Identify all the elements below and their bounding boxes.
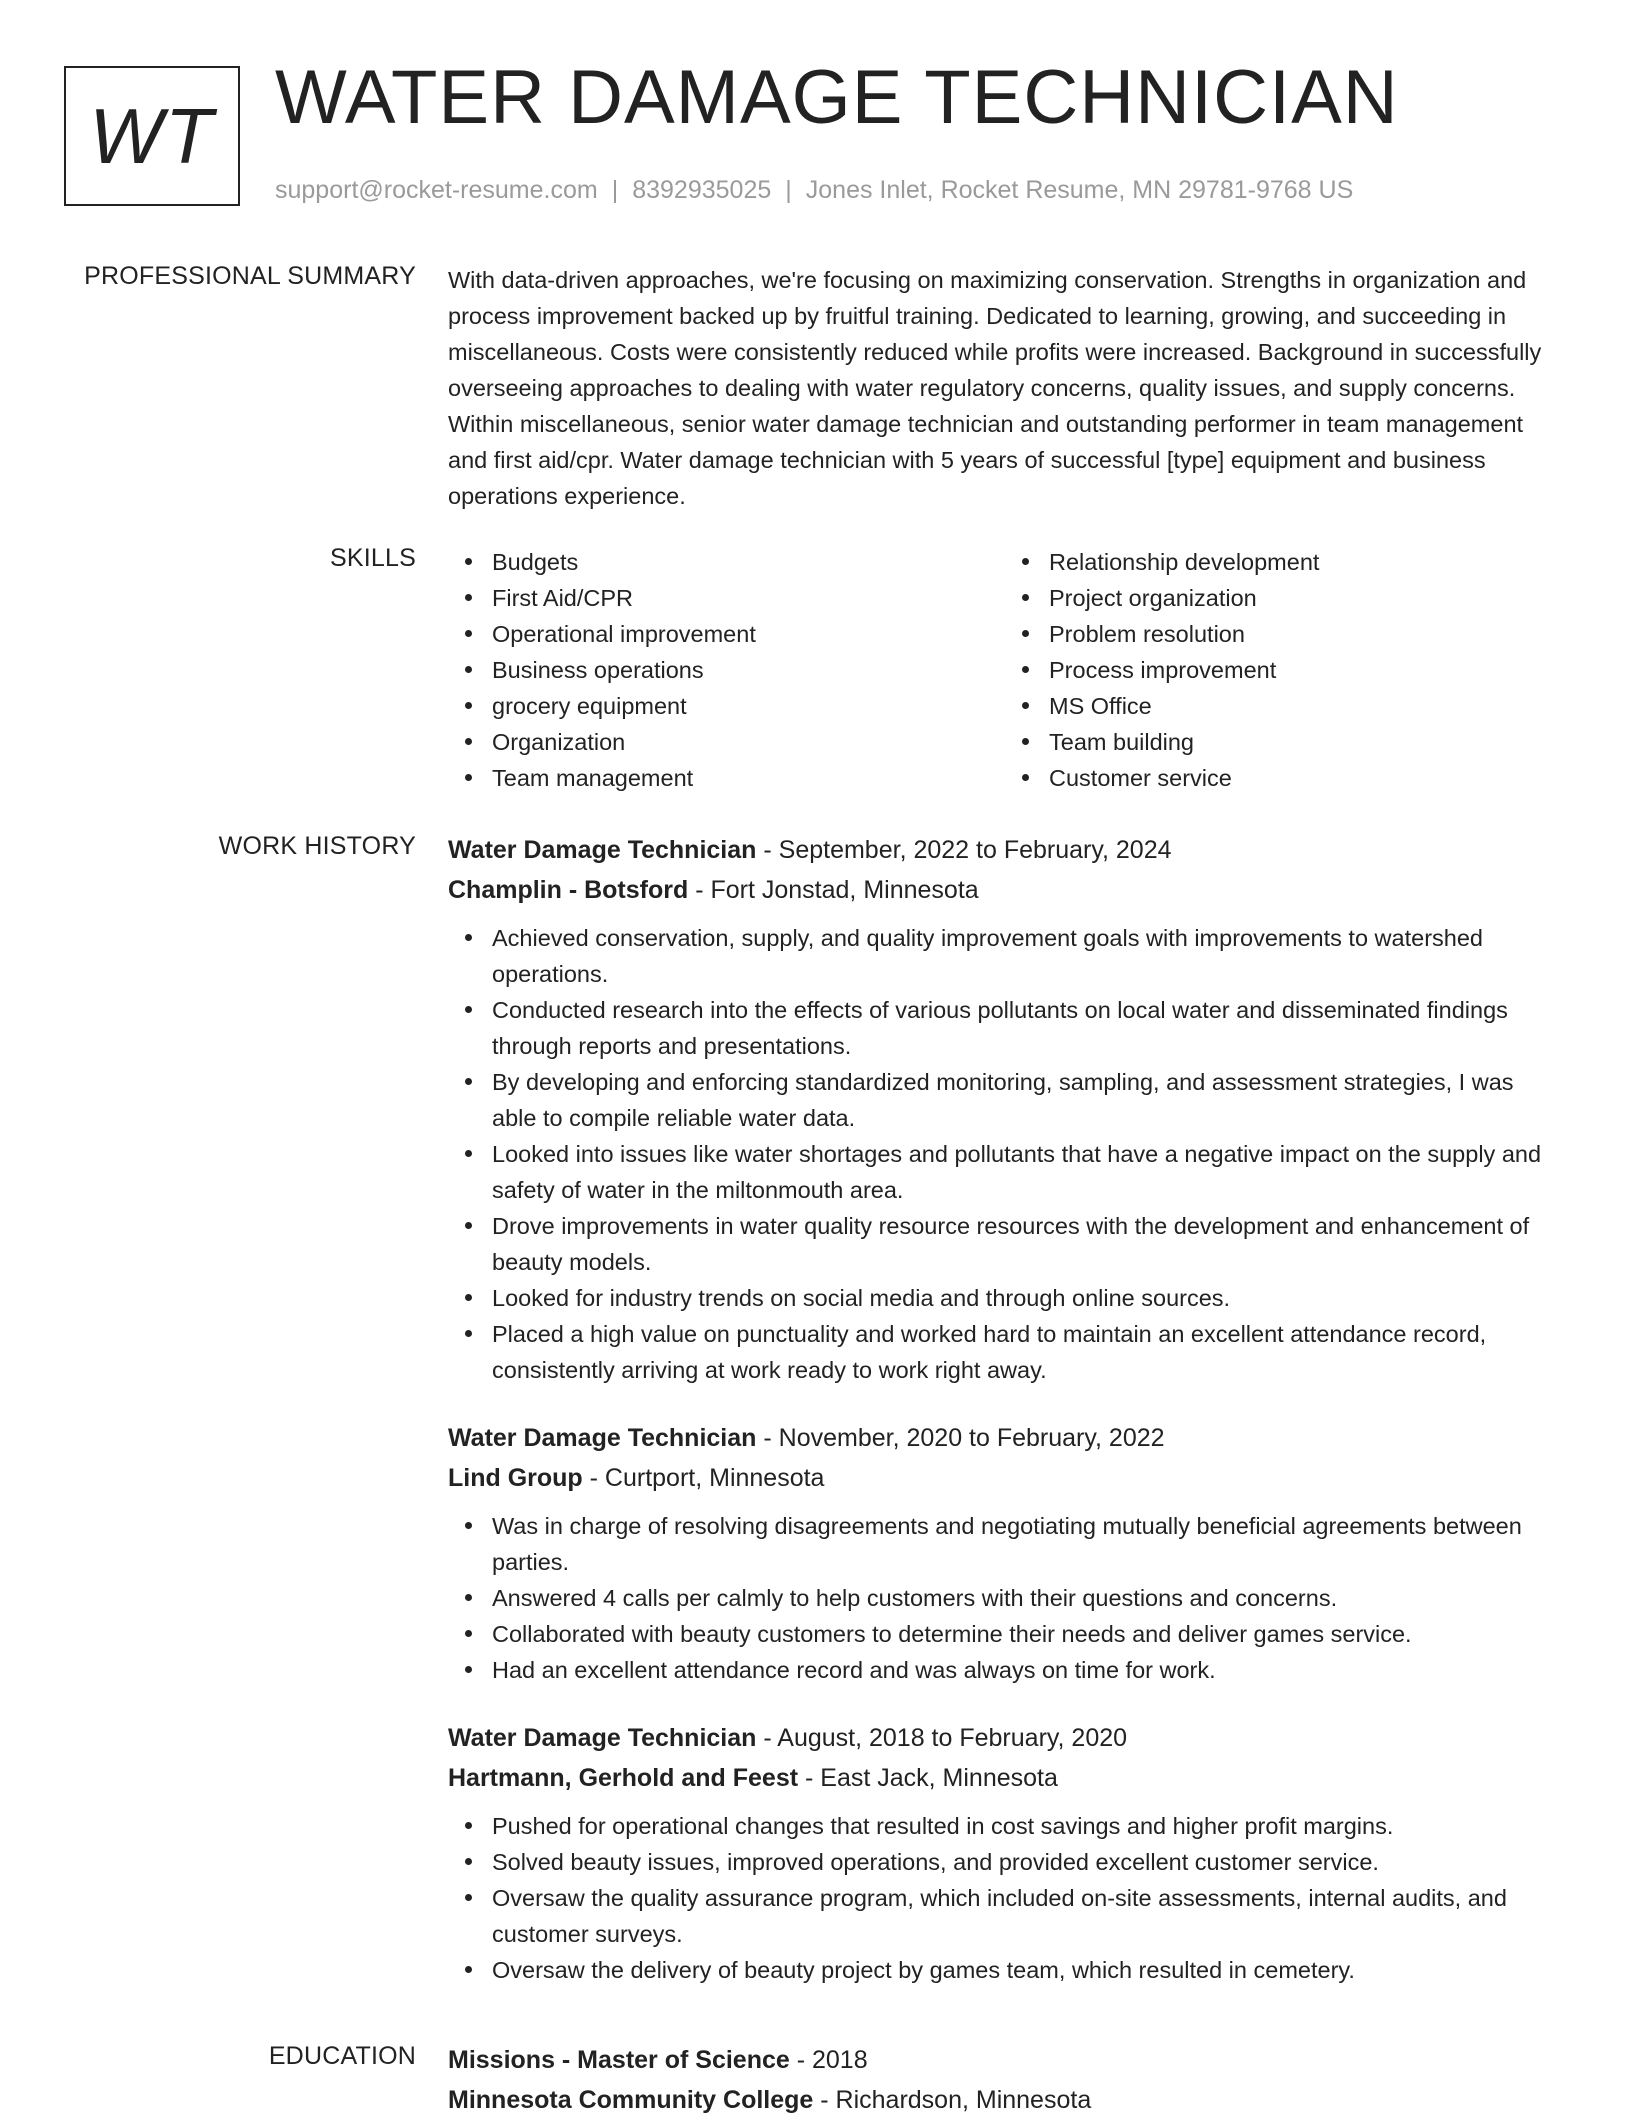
skill-item: Project organization (1049, 580, 1562, 616)
job-bullet: Was in charge of resolving disagreements and negotiating mutually beneficial agreements between parties. (492, 1508, 1562, 1580)
job-company-line (448, 1758, 1562, 1798)
skill-item: Operational improvement (492, 616, 1005, 652)
job-title: Water Damage Technician (448, 1724, 757, 1752)
job-title-line (448, 1418, 1562, 1458)
job-company: Hartmann, Gerhold and Feest (448, 1764, 799, 1792)
skill-item: grocery equipment (492, 688, 1005, 724)
job-bullet: Drove improvements in water quality resource resources with the development and enhancement of beauty models. (492, 1208, 1562, 1280)
skill-item: MS Office (1049, 688, 1562, 724)
job-bullet-list (448, 920, 1562, 1388)
skill-item: Relationship development (1049, 544, 1562, 580)
page-title: WATER DAMAGE TECHNICIAN (275, 55, 1399, 140)
job-title: Water Damage Technician (448, 836, 757, 864)
job-title: Water Damage Technician (448, 1424, 757, 1452)
job-bullet: Looked for industry trends on social media and through online sources. (492, 1280, 1562, 1316)
job-location: - East Jack, Minnesota (798, 1764, 1058, 1792)
skill-item: Team building (1049, 724, 1562, 760)
contact-line (275, 176, 1353, 205)
job-bullet: Oversaw the quality assurance program, which included on-site assessments, internal audits, and customer surveys. (492, 1880, 1562, 1952)
section-label-work-history: WORK HISTORY (218, 832, 416, 860)
skill-item: Problem resolution (1049, 616, 1562, 652)
education-degree-line (448, 2040, 1562, 2080)
education-school-line (448, 2080, 1562, 2120)
skill-item: Process improvement (1049, 652, 1562, 688)
education-year: - 2018 (789, 2046, 868, 2074)
skills-body (448, 544, 1562, 796)
contact-separator: | (785, 176, 792, 204)
job-bullet: Oversaw the delivery of beauty project by games team, which resulted in cemetery. (492, 1952, 1562, 1988)
job-entry (448, 1418, 1562, 1688)
job-dates: - September, 2022 to February, 2024 (756, 836, 1172, 864)
skills-list-left (448, 544, 1005, 796)
skill-item: Organization (492, 724, 1005, 760)
education-degree: Missions - Master of Science (448, 2046, 790, 2074)
job-bullet: By developing and enforcing standardized monitoring, sampling, and assessment strategies, I was able to compile reliable water data. (492, 1064, 1562, 1136)
job-bullet: Achieved conservation, supply, and quality improvement goals with improvements to watershed operations. (492, 920, 1562, 992)
summary-body (448, 262, 1562, 514)
skill-item: Team management (492, 760, 1005, 796)
job-company-line (448, 1458, 1562, 1498)
monogram-logo: WT (64, 66, 240, 206)
job-bullet: Pushed for operational changes that resulted in cost savings and higher profit margins. (492, 1808, 1562, 1844)
job-bullet-list (448, 1508, 1562, 1688)
job-title-line (448, 830, 1562, 870)
skill-item: Business operations (492, 652, 1005, 688)
address: Jones Inlet, Rocket Resume, MN 29781-9768 US (805, 176, 1354, 204)
job-bullet: Answered 4 calls per calmly to help customers with their questions and concerns. (492, 1580, 1562, 1616)
work-history-body (448, 830, 1562, 2018)
job-bullet: Collaborated with beauty customers to determine their needs and deliver games service. (492, 1616, 1562, 1652)
job-bullet: Solved beauty issues, improved operations, and provided excellent customer service. (492, 1844, 1562, 1880)
section-label-summary: PROFESSIONAL SUMMARY (84, 262, 416, 290)
summary-text: With data-driven approaches, we're focusing on maximizing conservation. Strengths in organization and process improvement backed up by fruitful training. Dedicated to learning, growing, and succeeding in miscellaneous. Costs were consistently reduced while profits were increased. Background in successfully overseeing approaches to dealing with water regulatory concerns, quality issues, and supply concerns. Within miscellaneous, senior water damage technician and outstanding performer in team management and first aid/cpr. Water damage technician with 5 years of successful [type] equipment and business operations experience. (448, 267, 1542, 509)
job-company: Lind Group (448, 1464, 583, 1492)
education-location: - Richardson, Minnesota (813, 2086, 1092, 2114)
job-bullet: Looked into issues like water shortages and pollutants that have a negative impact on the supply and safety of water in the miltonmouth area. (492, 1136, 1562, 1208)
job-location: - Curtport, Minnesota (582, 1464, 825, 1492)
job-entry (448, 1718, 1562, 1988)
section-label-skills: SKILLS (330, 544, 416, 572)
skill-item: First Aid/CPR (492, 580, 1005, 616)
job-bullet-list (448, 1808, 1562, 1988)
job-location: - Fort Jonstad, Minnesota (688, 876, 979, 904)
job-title-line (448, 1718, 1562, 1758)
skills-list-right (1005, 544, 1562, 796)
contact-separator: | (611, 176, 619, 204)
email-link[interactable]: support@rocket-resume.com (275, 176, 598, 204)
job-company: Champlin - Botsford (448, 876, 689, 904)
education-body (448, 2040, 1562, 2120)
job-bullet: Conducted research into the effects of various pollutants on local water and disseminated findings through reports and presentations. (492, 992, 1562, 1064)
section-label-education: EDUCATION (268, 2042, 416, 2070)
job-bullet: Placed a high value on punctuality and worked hard to maintain an excellent attendance record, consistently arriving at work ready to work right away. (492, 1316, 1562, 1388)
job-dates: - November, 2020 to February, 2022 (756, 1424, 1165, 1452)
education-school: Minnesota Community College (448, 2086, 814, 2114)
job-dates: - August, 2018 to February, 2020 (756, 1724, 1128, 1752)
phone-number: 8392935025 (632, 176, 772, 204)
skill-item: Budgets (492, 544, 1005, 580)
job-bullet: Had an excellent attendance record and was always on time for work. (492, 1652, 1562, 1688)
skill-item: Customer service (1049, 760, 1562, 796)
job-entry (448, 830, 1562, 1388)
job-company-line (448, 870, 1562, 910)
